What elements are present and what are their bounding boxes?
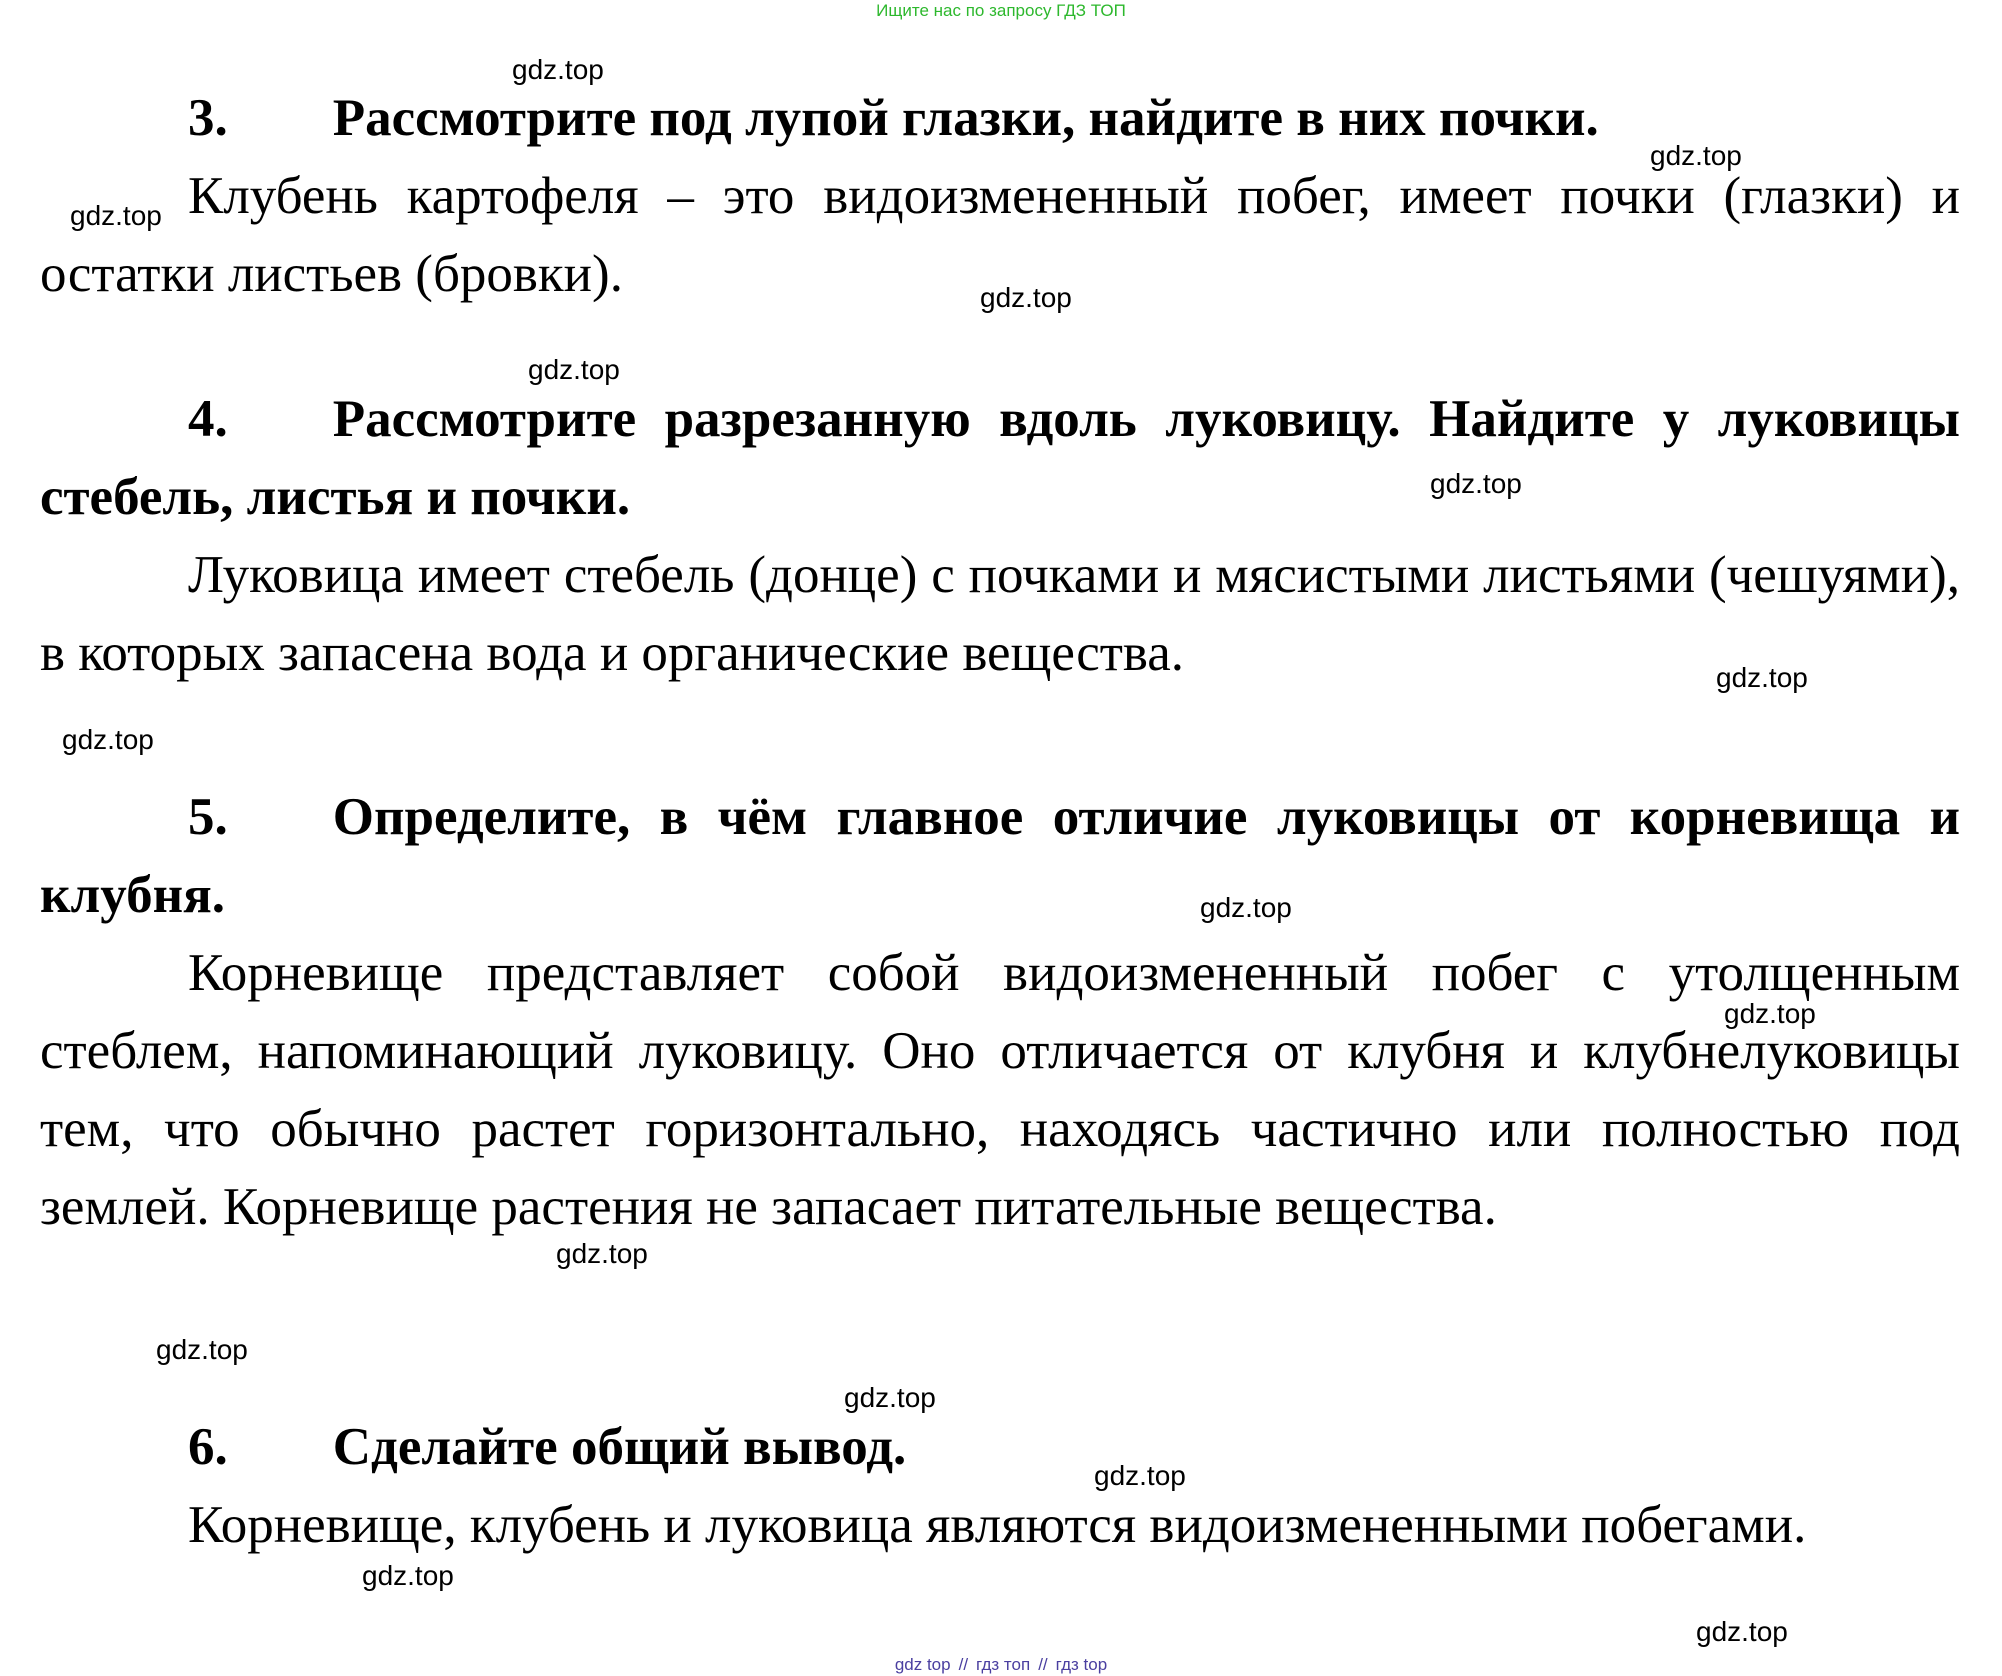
section-3 [40, 79, 1960, 313]
answer-6: Корневище, клубень и луковица являются видоизмененными побегами. [188, 1496, 1807, 1554]
answer-5: Корневище представляет собой видоизмененный побег с утолщенным стеблем, напоминающий луковицу. Оно отличается от клубня и клубнелуковицы тем, что обычно растет горизонтально, находясь частично или полностью под землей. Корневище растения не запасает питательные вещества. [40, 944, 1960, 1236]
footer-links [0, 1654, 2002, 1676]
watermark: gdz.top [362, 1560, 454, 1591]
watermark: gdz.top [1724, 998, 1816, 1029]
footer-separator: // [1038, 1655, 1048, 1674]
watermark: gdz.top [156, 1334, 248, 1365]
question-5 [40, 778, 1960, 934]
watermark: gdz.top [1094, 1460, 1186, 1491]
top-banner: Ищите нас по запросу ГДЗ ТОП [876, 1, 1126, 20]
footer-link[interactable]: гдз топ [976, 1655, 1031, 1674]
question-6 [40, 1408, 1960, 1486]
question-text: Сделайте общий вывод. [332, 1418, 907, 1476]
question-number: 4. [188, 390, 228, 448]
watermark: gdz.top [62, 724, 154, 755]
watermark: gdz.top [980, 282, 1072, 313]
footer-link[interactable]: gdz top [894, 1655, 951, 1674]
watermark: gdz.top [512, 54, 604, 85]
answer-4: Луковица имеет стебель (донце) с почками и мясистыми листьями (чешуями), в которых запасена вода и органические вещества. [40, 546, 1960, 682]
footer-link[interactable]: гдз top [1055, 1655, 1108, 1674]
question-text: Рассмотрите под лупой глазки, найдите в них почки. [332, 89, 1599, 147]
section-6 [40, 1408, 1960, 1564]
watermark: gdz.top [1650, 140, 1742, 171]
question-number: 6. [188, 1418, 228, 1476]
watermark: gdz.top [528, 354, 620, 385]
section-5 [40, 778, 1960, 1246]
question-number: 3. [188, 89, 228, 147]
watermark: gdz.top [844, 1382, 936, 1413]
watermark: gdz.top [1696, 1616, 1788, 1647]
question-text: Рассмотрите разрезанную вдоль луковицу. Найдите у луковицы стебель, листья и почки. [40, 390, 1960, 526]
watermark: gdz.top [556, 1238, 648, 1269]
footer-separator: // [958, 1655, 969, 1674]
question-number: 5. [188, 788, 228, 846]
question-4 [40, 380, 1960, 536]
watermark: gdz.top [1430, 468, 1522, 499]
section-4 [40, 380, 1960, 692]
answer-3: Клубень картофеля – это видоизмененный побег, имеет почки (глазки) и остатки листьев (бровки). [40, 167, 1960, 303]
watermark: gdz.top [1200, 892, 1292, 923]
question-text: Определите, в чём главное отличие луковицы от корневища и клубня. [40, 788, 1960, 924]
watermark: gdz.top [1716, 662, 1808, 693]
watermark: gdz.top [70, 200, 162, 231]
